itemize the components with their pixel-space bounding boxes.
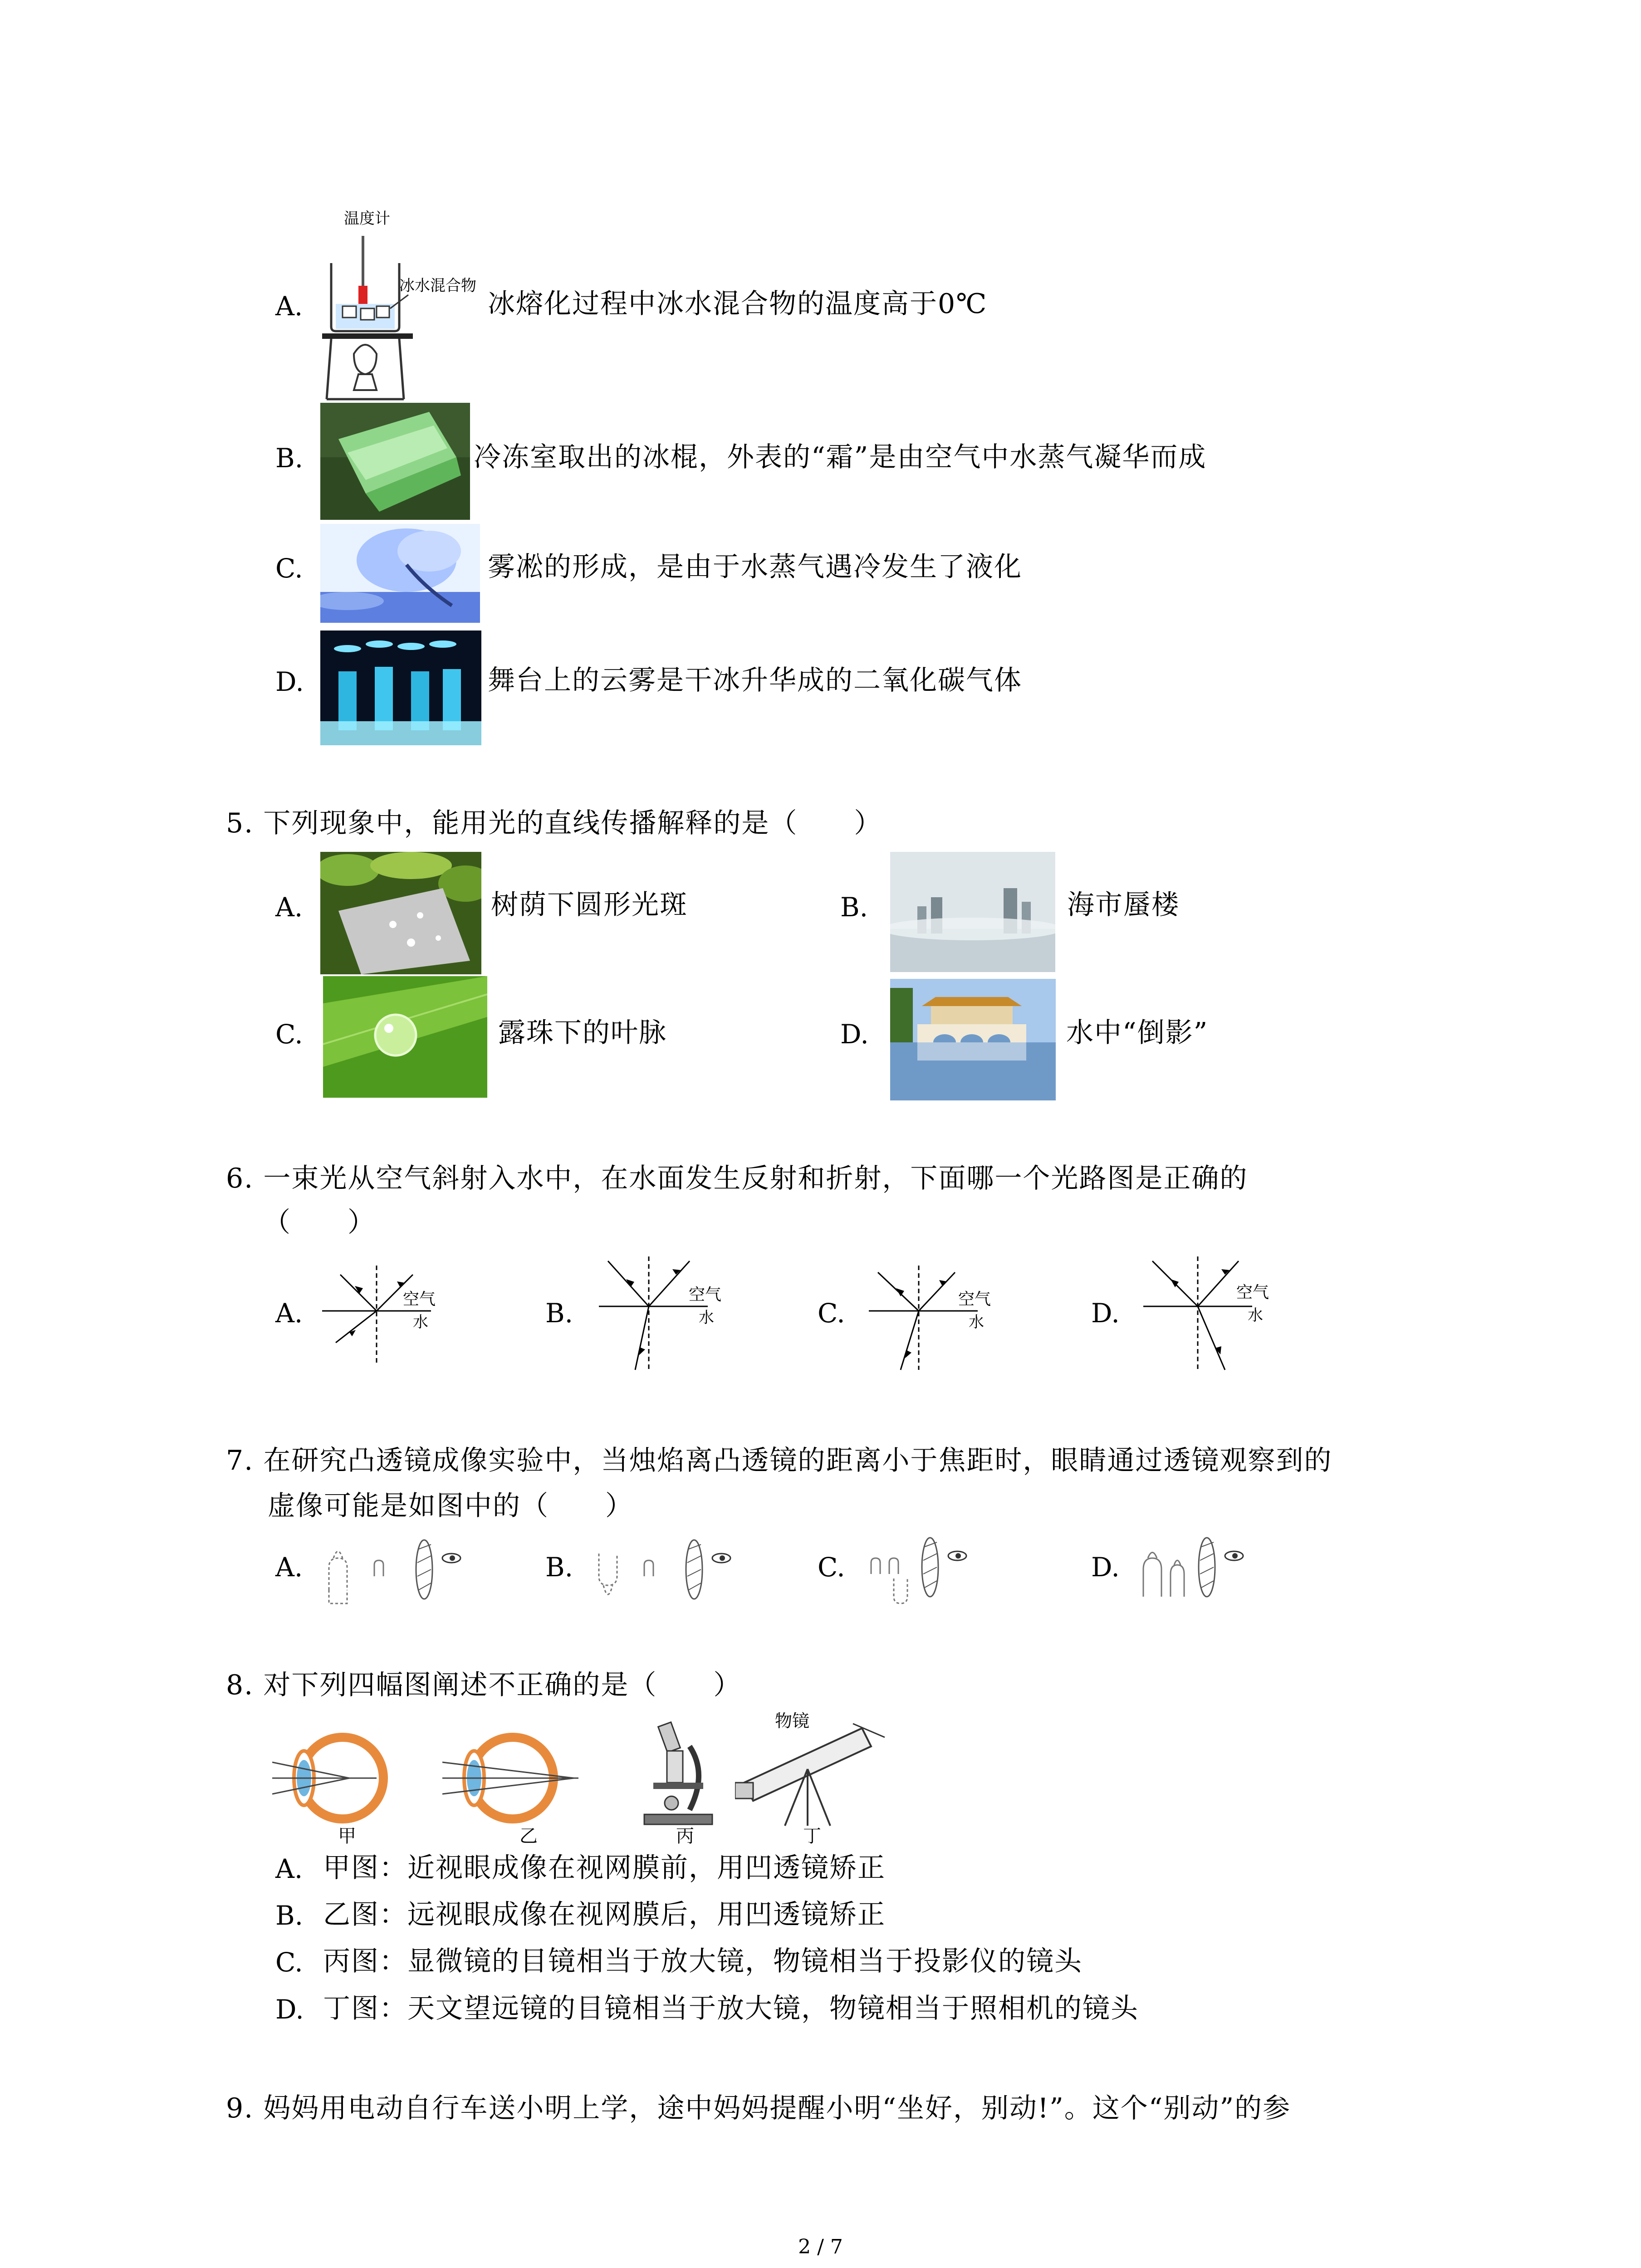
q4-option-c-letter: C. [275, 553, 303, 584]
q7-option-d-letter: D. [1091, 1552, 1120, 1583]
q7-option-a-letter: A. [275, 1552, 303, 1583]
q5-option-d-text: 水中“倒影” [1066, 1017, 1209, 1049]
q5-stem: 5. 下列现象中，能用光的直线传播解释的是（ ） [226, 807, 882, 839]
q8-option-a-text: 甲图：近视眼成像在视网膜前，用凹透镜矫正 [323, 1852, 886, 1884]
q7-figure-c [862, 1533, 1012, 1606]
q4-option-b-text: 冷冻室取出的冰棍，外表的“霜”是由空气中水蒸气凝华而成 [474, 441, 1207, 473]
q7-stem-line1: 7. 在研究凸透镜成像实验中，当烛焰离凸透镜的距离小于焦距时，眼睛通过透镜观察到的 [226, 1445, 1332, 1476]
q6-c-label-water: 水 [969, 1313, 984, 1331]
q8-figure-ding-telescope [735, 1719, 889, 1828]
q6-stem-line2: （ ） [263, 1207, 376, 1238]
q8-label-ding: 丁 [803, 1826, 821, 1847]
q6-b-label-water: 水 [699, 1309, 714, 1327]
q6-diagram-a [318, 1261, 463, 1370]
q4-label-thermometer: 温度计 [344, 210, 390, 228]
q5-option-b-letter: B. [840, 892, 868, 923]
q4-figure-stage-fog [320, 631, 481, 745]
q7-stem-line2: 虚像可能是如图中的（ ） [268, 1490, 633, 1522]
q8-figure-yi-hyperopia-eye [442, 1726, 588, 1830]
q4-figure-ice-pop [320, 403, 470, 520]
q4-option-b-letter: B. [275, 443, 304, 474]
q8-option-b-letter: B. [275, 1900, 304, 1931]
q6-option-b-letter: B. [545, 1298, 573, 1329]
q7-option-c-letter: C. [818, 1552, 845, 1583]
q6-c-label-air: 空气 [958, 1290, 991, 1309]
q6-option-c-letter: C. [818, 1298, 845, 1329]
q6-stem-line1: 6. 一束光从空气斜射入水中，在水面发生反射和折射，下面哪一个光路图是正确的 [226, 1163, 1248, 1194]
q8-option-c-letter: C. [275, 1947, 303, 1978]
q5-figure-water-reflection [890, 979, 1056, 1100]
q8-option-b-text: 乙图：远视眼成像在视网膜后，用凹透镜矫正 [323, 1899, 886, 1931]
q6-diagram-c [864, 1261, 1009, 1374]
q6-option-d-letter: D. [1091, 1298, 1120, 1329]
q4-option-c-text: 雾凇的形成，是由于水蒸气遇冷发生了液化 [488, 551, 1022, 583]
q6-option-a-letter: A. [275, 1298, 303, 1329]
q5-figure-mirage [890, 852, 1055, 972]
q4-option-a-text: 冰熔化过程中冰水混合物的温度高于0℃ [488, 288, 988, 320]
q8-option-c-text: 丙图：显微镜的目镜相当于放大镜，物镜相当于投影仪的镜头 [323, 1945, 1083, 1977]
q5-option-a-letter: A. [275, 892, 303, 923]
q8-label-yi: 乙 [519, 1826, 538, 1847]
q6-a-label-air: 空气 [403, 1290, 436, 1309]
q4-figure-thermometer-beaker [318, 218, 495, 406]
q6-b-label-air: 空气 [689, 1286, 722, 1304]
q5-option-d-letter: D. [840, 1019, 869, 1050]
q6-a-label-water: 水 [413, 1313, 428, 1331]
q8-option-d-letter: D. [275, 1994, 304, 2025]
q6-d-label-air: 空气 [1236, 1283, 1269, 1302]
q7-option-b-letter: B. [545, 1552, 573, 1583]
q7-figure-b [590, 1535, 740, 1608]
q4-label-ice-water-mixture: 冰水混合物 [399, 277, 476, 295]
page-number: 2 / 7 [798, 2235, 843, 2258]
q8-label-jia: 甲 [338, 1826, 356, 1847]
q6-diagram-b [594, 1252, 740, 1374]
q8-option-d-text: 丁图：天文望远镜的目镜相当于放大镜，物镜相当于照相机的镜头 [323, 1993, 1139, 2024]
q8-figure-jia-myopia-eye [272, 1726, 408, 1830]
q8-stem: 8. 对下列四幅图阐述不正确的是（ ） [226, 1669, 742, 1701]
q6-d-label-water: 水 [1248, 1306, 1263, 1325]
q9-stem: 9. 妈妈用电动自行车送小明上学，途中妈妈提醒小明“坐好，别动!”。这个“别动”的参 [226, 2092, 1291, 2124]
q4-option-d-letter: D. [275, 666, 304, 697]
q8-label-objective: 物镜 [775, 1711, 810, 1731]
q4-figure-rime [320, 524, 480, 623]
q8-label-bing: 丙 [676, 1826, 694, 1847]
q8-figure-bing-microscope [635, 1719, 717, 1828]
q5-option-c-text: 露珠下的叶脉 [498, 1017, 667, 1049]
q5-option-b-text: 海市蜃楼 [1067, 889, 1180, 921]
q4-option-a-letter: A. [275, 291, 303, 322]
q7-figure-a [320, 1535, 470, 1608]
q5-option-a-text: 树荫下圆形光斑 [491, 889, 688, 921]
q5-figure-tree-shade-spots [320, 852, 481, 974]
q5-figure-dew-drop [323, 976, 487, 1098]
q5-option-c-letter: C. [275, 1019, 303, 1050]
q7-figure-d [1134, 1533, 1284, 1606]
q4-option-d-text: 舞台上的云雾是干冰升华成的二氧化碳气体 [488, 665, 1022, 696]
q8-option-a-letter: A. [275, 1853, 303, 1884]
